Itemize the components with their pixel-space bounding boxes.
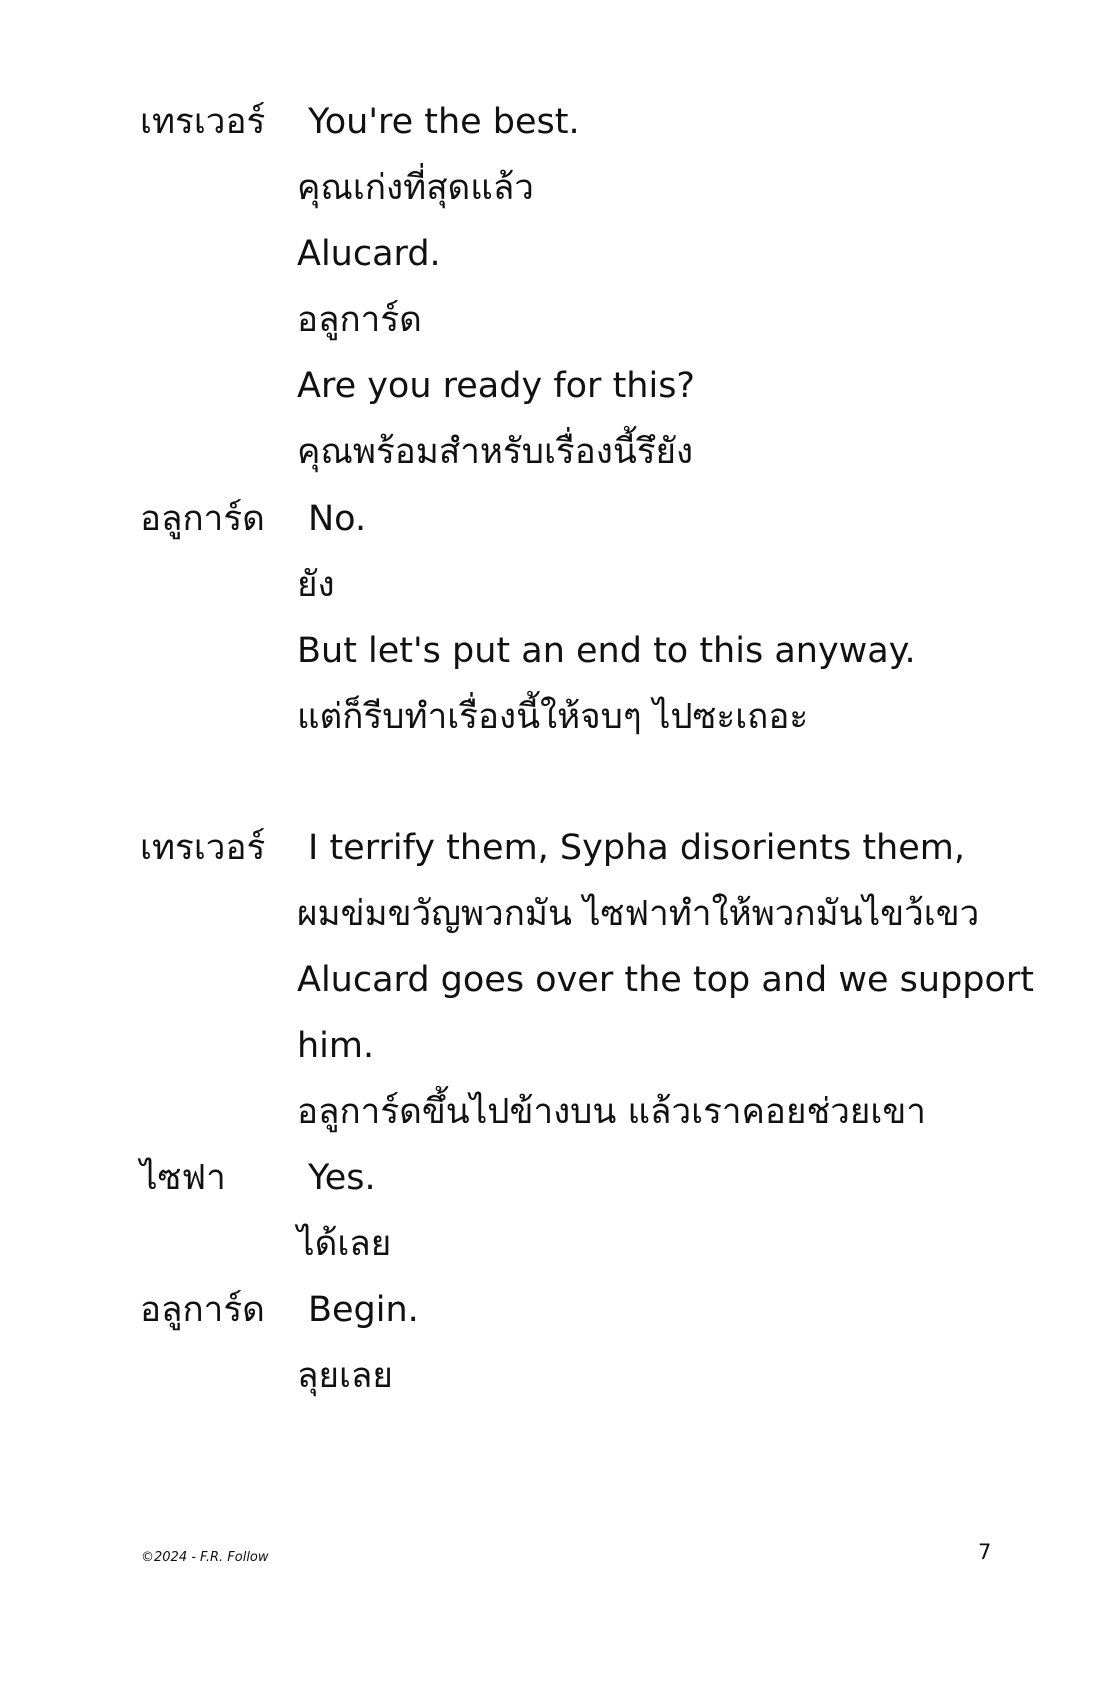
dialogue-line: ยัง [297, 565, 335, 605]
copyright-notice: ©2024 - F.R. Follow [141, 1550, 269, 1565]
dialogue-line: คุณพร้อมสำหรับเรื่องนี้รึยัง [297, 432, 694, 472]
dialogue-line: You're the best. [308, 102, 580, 142]
dialogue-line: ลุยเลย [297, 1356, 393, 1396]
dialogue-line: อลูการ์ด [297, 300, 422, 340]
dialogue-line: No. [308, 499, 367, 539]
dialogue-line: But let's put an end to this anyway. [297, 631, 916, 671]
dialogue-line: Alucard goes over the top and we support [297, 960, 1035, 1000]
dialogue-line: คุณเก่งที่สุดแล้ว [297, 168, 534, 208]
speaker-name: อลูการ์ด [140, 1290, 265, 1330]
speaker-name: เทรเวอร์ [140, 102, 266, 142]
dialogue-line: Are you ready for this? [297, 366, 696, 406]
speaker-name: เทรเวอร์ [140, 828, 266, 868]
dialogue-line: Alucard. [297, 234, 441, 274]
dialogue-line: him. [297, 1026, 375, 1066]
speaker-name: ไซฟา [140, 1158, 226, 1198]
dialogue-line: ได้เลย [297, 1224, 392, 1264]
dialogue-line: แต่ก็รีบทำเรื่องนี้ให้จบๆ ไปซะเถอะ [297, 697, 809, 737]
page-number: 7 [978, 1540, 992, 1564]
dialogue-line: Begin. [308, 1290, 419, 1330]
dialogue-line: Yes. [308, 1158, 376, 1198]
speaker-name: อลูการ์ด [140, 499, 265, 539]
dialogue-line: ผมข่มขวัญพวกมัน ไซฟาทำให้พวกมันไขว้เขว [297, 894, 980, 934]
dialogue-line: อลูการ์ดขึ้นไปข้างบน แล้วเราคอยช่วยเขา [297, 1092, 926, 1132]
dialogue-line: I terrify them, Sypha disorients them, [308, 828, 965, 868]
